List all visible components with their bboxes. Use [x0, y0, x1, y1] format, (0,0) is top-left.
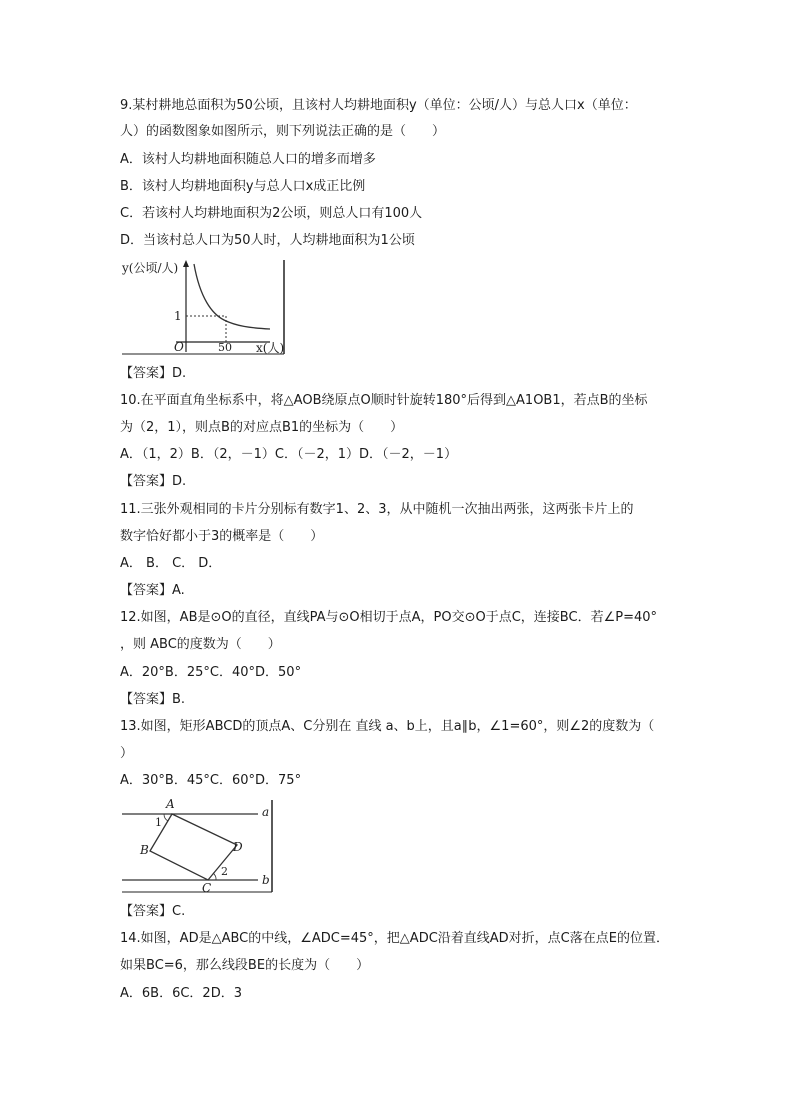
q13-label-angle2: 2: [221, 865, 228, 878]
q9-origin-label: O: [174, 340, 184, 354]
q9-stem-line1: 9.某村耕地总面积为50公顷，且该村人均耕地面积y（单位：公顷/人）与总人口x（单位：: [120, 98, 637, 113]
q13-label-d-vertex: D: [233, 840, 243, 854]
q11-stem-line1: 11.三张外观相同的卡片分别标有数字1、2、3，从中随机一次抽出两张，这两张卡片上的: [120, 502, 634, 517]
q12-stem-line2: ，则 ABC的度数为（ ）: [120, 637, 281, 652]
q13-label-angle1: 1: [155, 816, 162, 829]
q11-stem-line2: 数字恰好都小于3的概率是（ ）: [120, 529, 324, 544]
q11-options: A． B． C． D．: [120, 556, 222, 571]
q9-option-a: A．该村人均耕地面积随总人口的增多而增多: [120, 152, 376, 167]
q9-function-graph: [120, 258, 288, 356]
q10-answer: 【答案】D.: [120, 474, 187, 489]
q9-x-axis-label: x(人): [256, 341, 285, 355]
q9-option-b: B．该村人均耕地面积y与总人口x成正比例: [120, 179, 366, 194]
q13-stem-line2: ）: [120, 746, 134, 761]
q13-label-line-a: a: [262, 805, 270, 819]
q13-label-b-vertex: B: [140, 843, 149, 857]
q12-stem-line1: 12.如图，AB是⊙O的直径，直线PA与⊙O相切于点A，PO交⊙O于点C，连接BC．若∠P=40°: [120, 610, 657, 625]
q9-x-tick: 50: [218, 341, 232, 354]
q13-label-a-vertex: A: [166, 798, 175, 811]
q9-answer: 【答案】D.: [120, 366, 187, 381]
q14-options: A．6B．6C．2D．3: [120, 986, 242, 1001]
q10-options: A．（1，2）B．（2，－1）C．（－2，1）D．（－2，－1）: [120, 447, 458, 462]
q13-label-line-b: b: [262, 873, 270, 887]
q10-stem-line2: 为（2，1），则点B的对应点B1的坐标为（ ）: [120, 420, 404, 435]
q14-stem-line1: 14.如图，AD是△ABC的中线，∠ADC=45°，把△ADC沿着直线AD对折，点C落在点E的位置．: [120, 931, 669, 946]
q9-stem-line2: 人）的函数图象如图所示，则下列说法正确的是（ ）: [120, 124, 446, 139]
q12-answer: 【答案】B.: [120, 692, 186, 707]
q13-options: A．30°B．45°C．60°D．75°: [120, 773, 302, 788]
q13-answer: 【答案】C.: [120, 904, 186, 919]
q13-label-c-vertex: C: [202, 881, 212, 894]
q11-answer: 【答案】A.: [120, 583, 185, 598]
q9-y-tick: 1: [174, 309, 182, 323]
q12-options: A．20°B．25°C．40°D．50°: [120, 665, 302, 680]
q10-stem-line1: 10.在平面直角坐标系中，将△AOB绕原点O顺时针旋转180°后得到△A1OB1，若点B的坐标: [120, 393, 648, 408]
q13-rectangle-figure: [120, 798, 276, 894]
q9-option-c: C．若该村人均耕地面积为2公顷，则总人口有100人: [120, 206, 423, 221]
q14-stem-line2: 如果BC=6，那么线段BE的长度为（ ）: [120, 958, 370, 973]
q13-stem-line1: 13.如图，矩形ABCD的顶点A、C分别在 直线 a、b上，且a∥b，∠1=60°，则∠2的度数为（: [120, 719, 655, 734]
q9-option-d: D．当该村总人口为50人时，人均耕地面积为1公顷: [120, 233, 415, 248]
q9-y-axis-label: y(公顷/人): [122, 261, 179, 275]
